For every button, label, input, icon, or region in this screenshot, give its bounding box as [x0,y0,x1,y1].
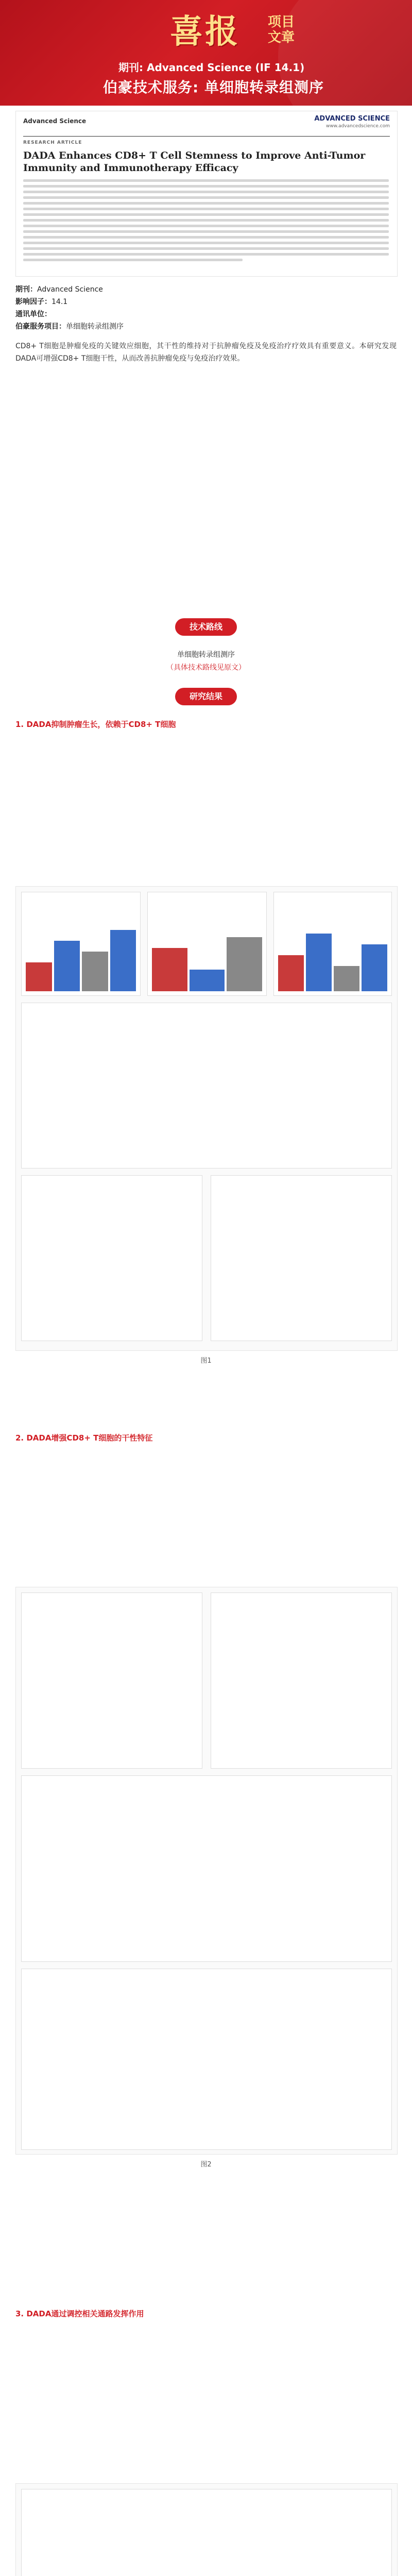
figure-1 [15,886,398,1351]
figure-3 [15,2483,398,2576]
figure-1-caption: 图1 [200,1357,212,1365]
tech-note: 单细胞转录组测序 [177,651,235,659]
article-meta: 期刊：Advanced Science 影响因子：14.1 通讯单位： 伯豪服务项目：单细胞转录组测序 [15,285,124,331]
paper-title: DADA Enhances CD8+ T Cell Stemness to Improve Anti-Tumor Immunity and Immunotherapy Efficacy [23,150,366,174]
meta-if: 14.1 [52,298,68,306]
banner-tag: 项目文章 [268,14,295,45]
journal-name-right [314,115,390,130]
fig2-panel-b [211,1592,392,1769]
fig1-panel-f [211,1175,392,1341]
fig1-panel-b [147,892,267,996]
meta-service: 单细胞转录组测序 [66,323,124,331]
figure-2-caption: 图2 [200,2161,212,2168]
fig2-panel-d [21,1969,392,2150]
banner-title: 伯豪技术服务: 单细胞转录组测序 [103,79,324,96]
tech-route-pill: 技术路线 [175,618,237,636]
article-type: RESEARCH ARTICLE [23,140,82,145]
abstract-placeholder [23,179,389,264]
fig1-panel-a [21,892,141,996]
fig1-panel-d [21,1003,392,1168]
section-1-heading: 1. DADA抑制肿瘤生长，依赖于CD8+ T细胞 [15,720,176,729]
section-3-heading: 3. DADA通过调控相关通路发挥作用 [15,2309,144,2318]
intro-text: CD8+ T细胞是肿瘤免疫的关键效应细胞，其干性的维持对于抗肿瘤免疫及免疫治疗疗效具有重要意义。本研究发现DADA可增强CD8+ T细胞干性，从而改善抗肿瘤免疫与免疫治疗效果。 [15,342,397,363]
results-pill: 研究结果 [175,688,237,705]
section-2-heading: 2. DADA增强CD8+ T细胞的干性特征 [15,1433,153,1443]
figure-2 [15,1587,398,2155]
fig1-panel-c [273,892,392,996]
journal-name-left: Advanced Science [23,117,87,125]
tech-note-red: （具体技术路线见原文） [166,664,246,672]
fig2-panel-a [21,1592,202,1769]
fig3-panel-a [21,2489,392,2576]
banner [0,0,412,106]
journal-logo-text: ADVANCED SCIENCE [314,115,390,123]
banner-period: 期刊: Advanced Science (IF 14.1) [118,61,305,74]
divider [23,136,390,137]
journal-url: www.advancedscience.com [325,124,390,129]
paper-header-image [15,111,398,277]
fig1-panel-e [21,1175,202,1341]
banner-logo: 喜报 [170,12,240,51]
fig2-panel-c [21,1775,392,1962]
meta-journal: Advanced Science [37,285,103,294]
